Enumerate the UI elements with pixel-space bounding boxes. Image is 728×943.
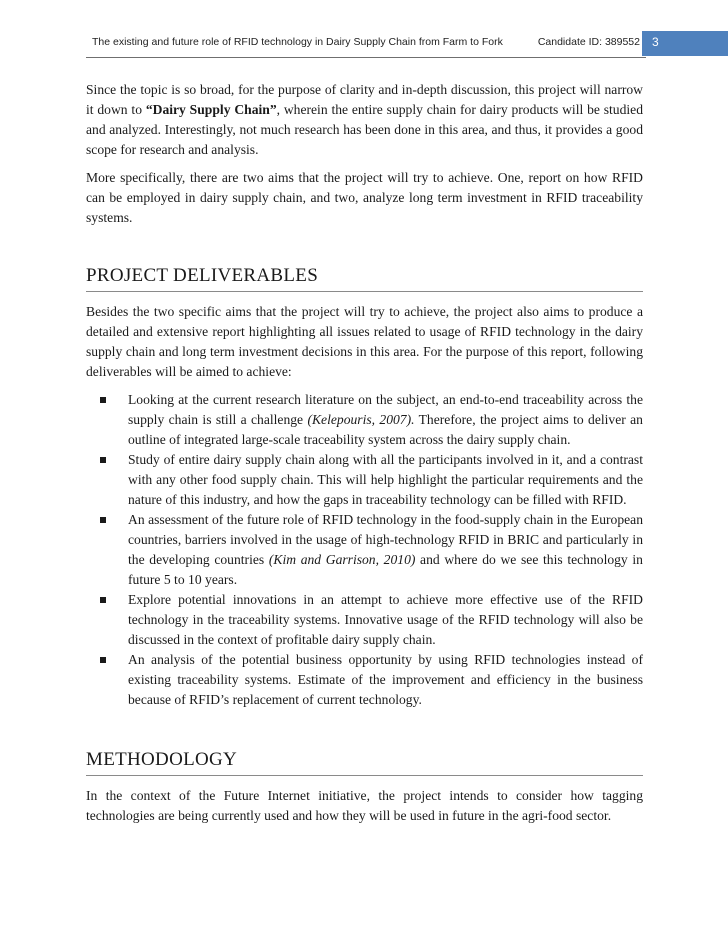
bullet-square-icon — [100, 457, 106, 463]
methodology-paragraph-1: In the context of the Future Internet initiative, the project intends to consider how tagging technologies are being currently used and how they will be used in future in the agri-food sector. — [86, 788, 643, 823]
list-item — [86, 390, 643, 450]
intro-paragraph-2: More specifically, there are two aims that the project will try to achieve. One, report on how RFID can be employed in dairy supply chain, and two, analyze long term investment in RFID traceability systems. — [86, 170, 643, 225]
page-content — [86, 80, 643, 834]
deliverables-list — [86, 390, 643, 710]
candidate-id: Candidate ID: 389552 — [537, 36, 640, 48]
deliverables-intro: Besides the two specific aims that the project will try to achieve, the project also aims to produce a detailed and extensive report highlighting all issues related to usage of RFID technology in the dairy supply chain and long term investment decisions in this area. For the purpose of this report, following deliverables will be aimed to achieve: — [86, 304, 643, 379]
page-number: 3 — [652, 35, 659, 49]
page-number-badge — [642, 31, 728, 56]
intro-p1-emphasis: “Dairy Supply Chain” — [145, 102, 277, 117]
item-text: Explore potential innovations in an attempt to achieve more effective use of the RFID technology in the traceability systems. Innovative usage of the RFID technology will also be discussed in the context of profitable dairy supply chain. — [128, 592, 643, 647]
bullet-square-icon — [100, 397, 106, 403]
deliverables-heading: PROJECT DELIVERABLES — [86, 266, 643, 292]
item-citation: (Kim and Garrison, 2010) — [268, 552, 416, 567]
item-text: An analysis of the potential business opportunity by using RFID technologies instead of existing traceability systems. Estimate of the improvement and efficiency in the business because of RFID’s replacement of current technology. — [128, 652, 643, 707]
item-citation: (Kelepouris, 2007). — [307, 412, 415, 427]
list-item — [86, 590, 643, 650]
item-text-end: Therefore, the project aims to deliver an outline of integrated large-scale traceability system across the dairy supply chain. — [128, 412, 643, 447]
header-title: The existing and future role of RFID technology in Dairy Supply Chain from Farm to Fork — [92, 36, 503, 48]
list-item — [86, 650, 643, 710]
list-item — [86, 450, 643, 510]
methodology-heading: METHODOLOGY — [86, 750, 643, 776]
item-text: An assessment of the future role of RFID technology in the food-supply chain in the European countries, barriers involved in the usage of high-technology RFID in BRIC and particularly in the developing countries — [128, 512, 643, 567]
intro-paragraph-1 — [86, 80, 643, 160]
list-item — [86, 510, 643, 590]
item-text: Looking at the current research literature on the subject, an end-to-end traceability across the supply chain is still a challenge — [128, 392, 643, 427]
intro-p1-start: Since the topic is so broad, for the purpose of clarity and in-depth discussion, this project will narrow it down to — [86, 82, 643, 117]
bullet-square-icon — [100, 517, 106, 523]
header-rule — [86, 57, 646, 58]
item-text-end: and where do we see this technology in future 5 to 10 years. — [128, 552, 643, 587]
page-header — [86, 30, 646, 60]
item-text: Study of entire dairy supply chain along with all the participants involved in it, and a contrast with any other food supply chain. This will help highlight the particular requirements and the nature of this industry, and how the gaps in traceability technology can be filled with RFID. — [128, 452, 643, 507]
intro-p1-end: , wherein the entire supply chain for dairy products will be studied and analyzed. Interestingly, not much research has been done in this area, and thus, it provides a good scope for research and analysis. — [86, 102, 643, 157]
bullet-square-icon — [100, 657, 106, 663]
bullet-square-icon — [100, 597, 106, 603]
